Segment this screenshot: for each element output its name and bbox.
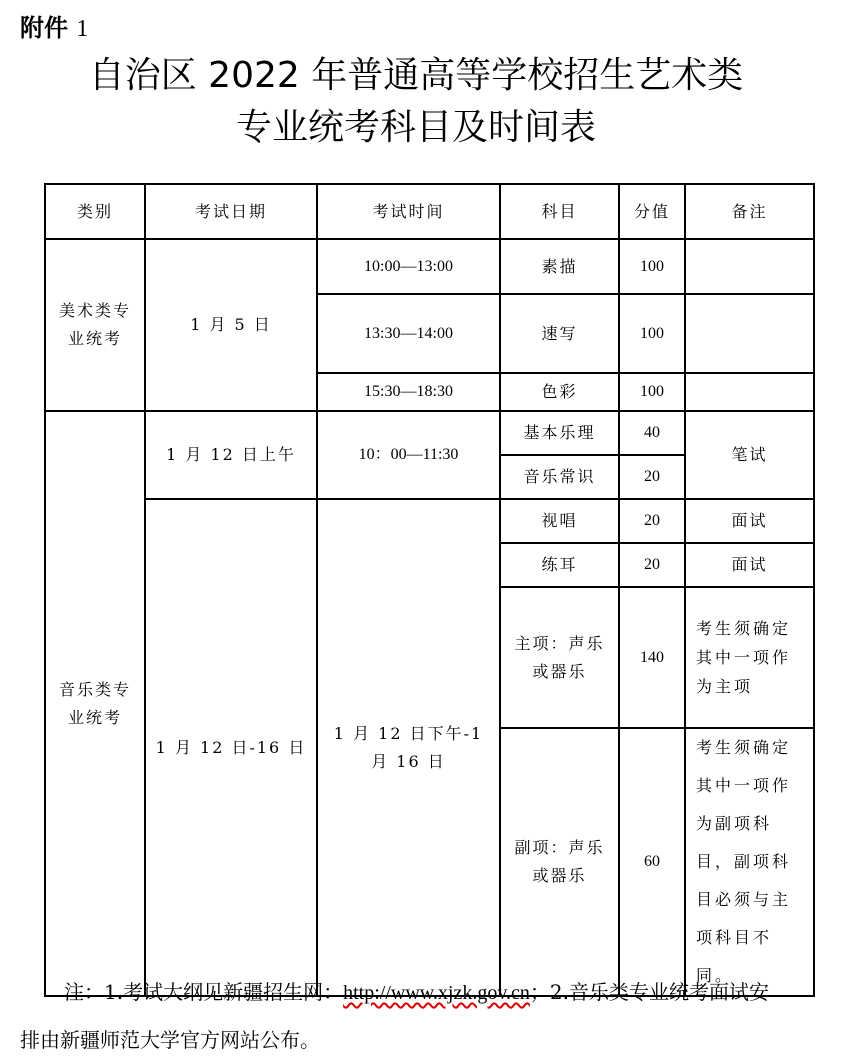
schedule-table xyxy=(44,183,815,997)
art-score-2: 100 xyxy=(619,294,685,373)
music-note-sight-singing: 面试 xyxy=(685,499,814,543)
music-written-date: 1 月 12 日上午 xyxy=(145,411,317,499)
footer-note-middle: ；2.音乐类专业统考面试安 xyxy=(529,980,770,1004)
music-subject-knowledge: 音乐常识 xyxy=(500,455,619,499)
art-time-3: 15:30—18:30 xyxy=(317,373,500,411)
music-score-ear-training: 20 xyxy=(619,543,685,587)
table-row xyxy=(45,499,814,543)
music-score-major: 140 xyxy=(619,587,685,728)
art-category-text: 美术类专业统考 xyxy=(59,301,132,348)
art-note-2 xyxy=(685,294,814,373)
music-subject-theory: 基本乐理 xyxy=(500,411,619,455)
music-subject-major xyxy=(500,587,619,728)
header-row xyxy=(45,184,814,239)
music-subject-minor-text: 副项：声乐或器乐 xyxy=(514,838,605,885)
art-score-3: 100 xyxy=(619,373,685,411)
music-score-theory: 40 xyxy=(619,411,685,455)
art-category xyxy=(45,239,145,411)
music-written-time: 10：00—11:30 xyxy=(317,411,500,499)
music-interview-time-text: 1 月 12 日下午-1 月 16 日 xyxy=(333,723,484,771)
attachment-label xyxy=(20,8,88,43)
music-score-sight-singing: 20 xyxy=(619,499,685,543)
attachment-number: 1 xyxy=(76,16,89,42)
footer-url-link[interactable]: http://www.xjzk.gov.cn xyxy=(343,982,530,1004)
table-row xyxy=(45,411,814,455)
art-subject-2: 速写 xyxy=(500,294,619,373)
title-line-1: 自治区 2022 年普通高等学校招生艺术类 xyxy=(88,55,744,96)
music-category-text: 音乐类专业统考 xyxy=(59,679,132,727)
art-time-1: 10:00—13:00 xyxy=(317,239,500,294)
art-date: 1 月 5 日 xyxy=(145,239,317,411)
music-score-knowledge: 20 xyxy=(619,455,685,499)
attachment-text: 附件 xyxy=(20,14,68,42)
col-header-subject: 科目 xyxy=(500,184,619,239)
art-note-1 xyxy=(685,239,814,294)
music-category xyxy=(45,411,145,996)
art-subject-3: 色彩 xyxy=(500,373,619,411)
col-header-note: 备注 xyxy=(685,184,814,239)
col-header-category: 类别 xyxy=(45,184,145,239)
music-written-note: 笔试 xyxy=(685,411,814,499)
music-subject-minor xyxy=(500,728,619,996)
music-note-minor: 考生须确定其中一项作为副项科目，副项科目必须与主项科目不同。 xyxy=(685,728,814,996)
music-subject-ear-training: 练耳 xyxy=(500,543,619,587)
col-header-time: 考试时间 xyxy=(317,184,500,239)
col-header-date: 考试日期 xyxy=(145,184,317,239)
music-interview-date: 1 月 12 日-16 日 xyxy=(145,499,317,996)
table-row xyxy=(45,239,814,294)
music-note-ear-training: 面试 xyxy=(685,543,814,587)
art-subject-1: 素描 xyxy=(500,239,619,294)
music-note-major: 考生须确定其中一项作为主项 xyxy=(685,587,814,728)
art-note-3 xyxy=(685,373,814,411)
art-score-1: 100 xyxy=(619,239,685,294)
art-time-2: 13:30—14:00 xyxy=(317,294,500,373)
footer-note-line-2: 排由新疆师范大学官方网站公布。 xyxy=(20,1028,320,1052)
music-score-minor: 60 xyxy=(619,728,685,996)
music-subject-sight-singing: 视唱 xyxy=(500,499,619,543)
title-line-2: 专业统考科目及时间表 xyxy=(235,107,596,148)
music-subject-major-text: 主项：声乐或器乐 xyxy=(514,633,605,681)
col-header-score: 分值 xyxy=(619,184,685,239)
footer-note-line-1 xyxy=(64,978,864,1007)
footer-note-prefix: 注：1.考试大纲见新疆招生网： xyxy=(64,980,344,1004)
music-interview-time xyxy=(317,499,500,996)
